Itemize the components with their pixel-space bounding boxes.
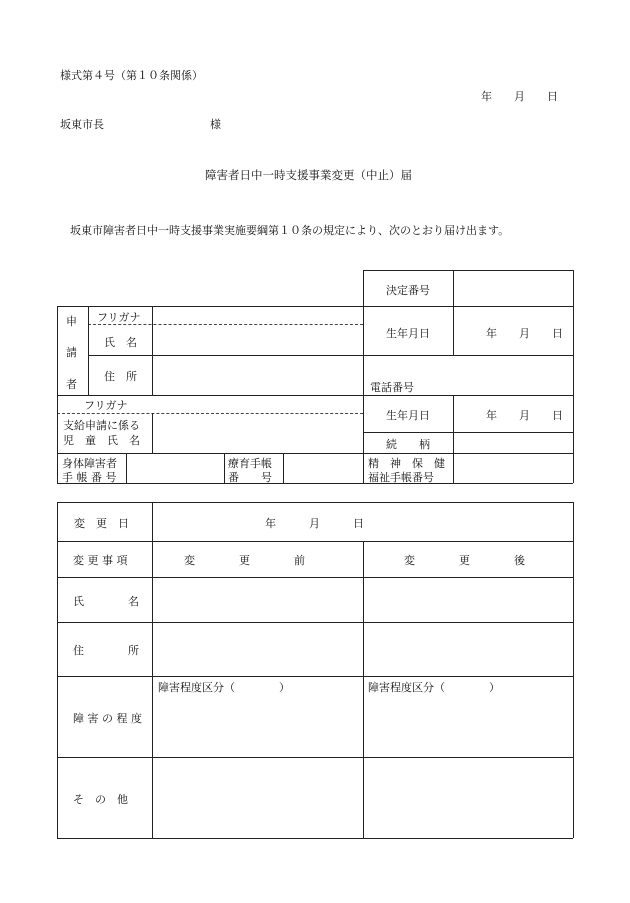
- child-label-line2: 児 童 氏 名: [63, 434, 140, 447]
- child-birthdate-label: 生年月日: [386, 409, 430, 422]
- mental-handbook-label-2: 福祉手帳番号: [368, 471, 434, 484]
- document-title: 障害者日中一時支援事業変更（中止）届: [205, 168, 412, 182]
- applicant-char-1: 申: [66, 315, 77, 328]
- physical-handbook-label-1: 身体障害者: [62, 457, 117, 470]
- birthdate-label: 生年月日: [386, 327, 430, 340]
- ryoiku-handbook-label-2: 番 号: [228, 471, 272, 484]
- form-number: 様式第４号（第１０条関係）: [60, 69, 203, 82]
- row-name-label: 氏 名: [73, 595, 139, 608]
- addressee: 坂東市長: [60, 118, 104, 131]
- child-birthdate-value: 年 月 日: [486, 409, 563, 422]
- after-label: 変 更 後: [404, 554, 525, 567]
- applicant-char-3: 者: [66, 378, 77, 391]
- relationship-label: 続 柄: [386, 438, 430, 451]
- disability-before-value: 障害程度区分（ ）: [158, 681, 290, 694]
- change-date-value: 年 月 日: [265, 517, 364, 530]
- child-furigana-label: フリガナ: [84, 399, 128, 412]
- birthdate-value: 年 月 日: [486, 327, 563, 340]
- name-label: 氏 名: [104, 336, 137, 349]
- applicant-char-2: 請: [66, 346, 77, 359]
- furigana-label: フリガナ: [97, 311, 141, 324]
- row-other-label: そ の 他: [73, 793, 128, 806]
- phone-label: 電話番号: [370, 381, 414, 394]
- child-label-line1: 支給申請に係る: [63, 419, 140, 432]
- change-date-label: 変 更 日: [74, 517, 129, 530]
- submission-date: 年 月 日: [481, 90, 558, 103]
- change-items-label: 変 更 事 項: [73, 554, 128, 567]
- honorific: 様: [210, 118, 221, 131]
- row-address-label: 住 所: [73, 644, 139, 657]
- mental-handbook-label-1: 精 神 保 健: [368, 457, 445, 470]
- row-disability-label: 障 害 の 程 度: [73, 712, 142, 725]
- before-label: 変 更 前: [184, 554, 305, 567]
- disability-after-value: 障害程度区分（ ）: [368, 681, 500, 694]
- ryoiku-handbook-label-1: 療育手帳: [228, 457, 272, 470]
- decision-number-label: 決定番号: [386, 284, 430, 297]
- physical-handbook-label-2: 手 帳 番 号: [62, 471, 117, 484]
- address-label: 住 所: [104, 370, 137, 383]
- intro-text: 坂東市障害者日中一時支援事業実施要綱第１０条の規定により、次のとおり届け出ます。: [70, 224, 510, 237]
